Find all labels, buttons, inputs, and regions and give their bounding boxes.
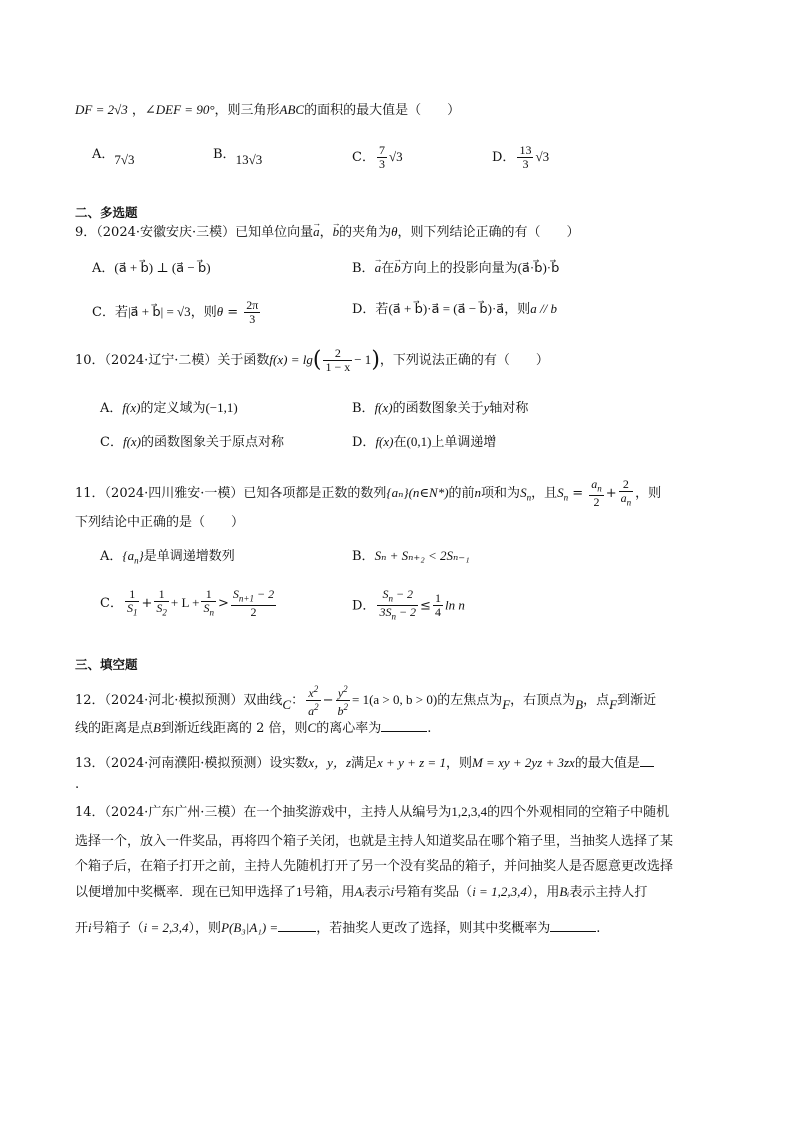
q9-option-b[interactable] <box>352 258 559 279</box>
q9-option-c-t: ，则 <box>190 305 217 320</box>
q10-option-d-label: D． <box>352 435 376 450</box>
frac-num: $a_n$ <box>589 478 604 496</box>
q8-text2: 的面积的最大值是（ ） <box>304 103 461 118</box>
frac-den: $S_1$ <box>126 601 138 618</box>
q8-option-a-label: A． <box>92 147 115 162</box>
q9-option-d-value: (a⃗ + b⃗)·a⃗ = (a⃗ − b⃗)·a⃗ <box>388 301 505 316</box>
q12-line2 <box>75 717 431 739</box>
vec-b: → b <box>333 222 340 242</box>
fx: f(x) <box>374 400 393 415</box>
q11-seq: {aₙ}(n∈N*) <box>386 485 449 501</box>
q10-func: f(x) = lg <box>269 352 313 367</box>
answer-blank[interactable] <box>381 717 427 732</box>
frac-den: $a^2$ <box>308 702 319 718</box>
q8-abc: ABC <box>279 102 305 117</box>
q13-vars: x，y，z <box>308 755 352 770</box>
f-var: F <box>609 697 618 712</box>
q9-option-a-value: (a⃗ + b⃗) ⊥ (a⃗ − b⃗) <box>114 260 211 275</box>
answer-blank-2[interactable] <box>550 917 596 932</box>
q14-l5-p: P(B₃|A₁) = <box>221 920 279 935</box>
q14-l5-b: 号箱子（ <box>91 921 144 936</box>
vec-a: → a <box>375 258 382 278</box>
frac-num: 1 <box>434 591 441 606</box>
frac-den: 2 <box>593 495 600 510</box>
q13-stem-a: 13．（2024·河南濮阳·模拟预测）设实数 <box>75 756 309 771</box>
q8-option-c[interactable] <box>352 144 403 171</box>
q10-stem <box>75 347 549 374</box>
frac-den: $3S_n - 2$ <box>379 605 417 622</box>
q11-stem-b: 的前 <box>448 486 475 502</box>
q11-option-d[interactable]: D． $\frac{S_n - 2}{3S_n - 2}$ ≤ $\frac{1}{4}$ ln n <box>352 587 465 622</box>
q11-stem-line2: 下列结论中正确的是（ ） <box>75 515 245 530</box>
q11-option-c-ellipsis: + L + <box>170 595 200 611</box>
q9-option-d-label: D．若 <box>352 302 389 317</box>
c-var: C <box>307 720 317 735</box>
frac-den: $S_2$ <box>156 601 167 618</box>
section-title-multi-choice: 二、多选题 <box>75 205 138 220</box>
q10-option-c-t: 的函数图象关于原点对称 <box>141 435 285 450</box>
frac-num: 7 <box>378 143 385 157</box>
q9-stem-a: 9．（2024·安徽安庆·三模）已知单位向量 <box>75 225 314 240</box>
paren-left: ( <box>312 347 322 373</box>
frac-num: $S_n - 2$ <box>377 588 418 606</box>
f-var: F <box>502 697 511 712</box>
q14-l4-d: 号箱有奖品（ <box>394 885 473 900</box>
sn: $S_n$ <box>520 485 532 503</box>
q13-stem-d: 的最大值是 <box>574 756 640 771</box>
frac-1-sn <box>201 588 216 619</box>
n-var: n <box>474 485 482 501</box>
q12-eq: = 1(a > 0, b > 0) <box>352 692 438 707</box>
q8-option-b-label: B． <box>213 147 236 162</box>
q10-option-d-t2: 上单调递增 <box>431 435 497 450</box>
q11-option-c-label: C． <box>100 596 123 612</box>
q13-eq2: M = xy + 2yz + 3zx <box>471 755 575 770</box>
q9-option-b-t1: 在 <box>381 261 395 276</box>
q10-option-b-t2: 轴对称 <box>489 401 529 416</box>
q11-stem-a: 11．（2024·四川雅安·一模）已知各项都是正数的数列 <box>75 486 387 502</box>
vec-b: → b <box>394 258 401 278</box>
q13-eq1: x + y + z = 1 <box>377 755 446 770</box>
q10-func-tail: − 1 <box>354 352 372 367</box>
q10-option-a[interactable] <box>100 398 238 419</box>
frac-den: 3 <box>378 157 385 171</box>
frac-num: $x^2$ <box>306 683 321 701</box>
theta: θ <box>391 224 398 239</box>
q14-line4 <box>75 882 647 903</box>
q12-stem-d: ，右顶点为 <box>510 693 576 708</box>
q11-option-a-label: A． <box>100 549 123 564</box>
q10-option-a-value: (−1,1) <box>205 400 238 415</box>
q14-l4-c: 表示 <box>364 885 391 900</box>
q11-stem-e: ，则 <box>635 486 662 502</box>
frac-den: $a_n$ <box>620 491 632 508</box>
q14-l5-range: i = 2,3,4 <box>143 920 189 935</box>
q11-option-b-value: Sₙ + Sₙ₊₂ < 2Sₙ₋₁ <box>374 548 470 563</box>
q14-l5-i: i <box>88 920 92 935</box>
q11-option-d-label: D． <box>352 598 376 614</box>
q9-option-a-label: A． <box>92 261 115 276</box>
q9-stem-b: ， <box>319 225 333 240</box>
answer-blank-1[interactable] <box>278 917 316 932</box>
q12-stem-c: 的左焦点为 <box>437 693 503 708</box>
sn: $S_n$ <box>557 485 569 503</box>
section-title-fill-blank: 三、填空题 <box>75 657 138 672</box>
frac-num: 2π <box>246 298 259 312</box>
q13-stem-b: 满足 <box>351 756 378 771</box>
c-var: C <box>282 697 292 712</box>
q9-option-d[interactable] <box>352 299 557 320</box>
q14-line1 <box>75 802 669 823</box>
frac-sn1 <box>231 588 276 619</box>
q8-df: DF = 2√3 <box>75 102 128 117</box>
frac-den: $S_n$ <box>203 601 214 618</box>
frac-den: 1 − x <box>325 360 351 374</box>
q9-stem-d: ，则下列结论正确的有（ ） <box>397 225 580 240</box>
q14-l4-b: 号箱，用 <box>302 885 355 900</box>
b-var: B <box>575 697 584 712</box>
frac-num: $S_{n+1} - 2$ <box>231 588 276 606</box>
q12-line2-c: 的离心率为 <box>316 721 382 736</box>
q8-stem: DF = 2√3 ，∠DEF = 90°，则三角形ABC的面积的最大值是（ ） <box>75 102 461 118</box>
frac-sn-ratio <box>377 588 418 624</box>
q9-option-b-t2: 方向上的投影向量为 <box>400 261 518 276</box>
q14-l1-nums: 1,2,3,4 <box>451 804 488 819</box>
frac-1-s2 <box>154 588 169 619</box>
q14-l4-one: 1 <box>296 884 303 899</box>
q14-l4-bi: Bᵢ <box>559 884 570 899</box>
q11-stem-d: ，且 <box>531 486 558 502</box>
q14-l5-c: ），则 <box>188 921 222 936</box>
q8-option-c-label: C． <box>352 150 375 165</box>
q10-frac <box>323 347 352 374</box>
q14-l4-e: ），用 <box>526 885 560 900</box>
frac-x2a2 <box>306 683 321 718</box>
q13-line2: . <box>75 777 80 792</box>
frac-quarter <box>433 592 443 619</box>
q9-option-c-frac <box>244 299 260 326</box>
q8-angle: ∠DEF = 90° <box>144 102 215 117</box>
q11-stem: 11．（2024·四川雅安·一模）已知各项都是正数的数列{aₙ}(n∈N*)的前n项和为$S_n$，且$S_n$ = $\frac{a_n}{2}$ + $\frac{2}{a_n}$ ，则 <box>75 477 662 510</box>
q14-l4-f: 表示主持人打 <box>569 885 648 900</box>
q9-option-c-value: |a⃗ + b⃗| = √3 <box>127 304 191 319</box>
q8-option-a-value: 7√3 <box>114 152 135 167</box>
q11-option-a-t: 是单调递增数列 <box>143 549 235 564</box>
q9-option-d-result: a // b <box>530 301 558 316</box>
frac-1-s1 <box>125 588 140 619</box>
q14-l1-b: 的四个外观相同的空箱子中随机 <box>487 805 670 820</box>
q8-option-a[interactable] <box>92 144 135 165</box>
q8-option-d-frac <box>517 144 533 171</box>
q10-stem-a: 10．（2024·辽宁·二模）关于函数 <box>75 353 270 368</box>
q11-stem-c: 项和为 <box>481 486 521 502</box>
b-var: B <box>153 720 161 735</box>
fx: f(x) <box>122 434 141 449</box>
q9-option-c[interactable]: C．若|a⃗ + b⃗| = √3，则θ = $\frac{2\pi}{3}$ <box>92 298 259 326</box>
q13-stem-c: ，则 <box>445 756 472 771</box>
q14-l5-d: ，若抽奖人更改了选择，则其中奖概率为 <box>316 921 551 936</box>
q8-option-d-label: D． <box>492 150 516 165</box>
q9-option-b-label: B． <box>352 261 375 276</box>
q11-option-b-label: B． <box>352 549 375 564</box>
q11-option-d-value: ln n <box>444 597 465 613</box>
q14-l4-ai: Aᵢ <box>354 884 365 899</box>
frac-num: $y^2$ <box>336 683 351 701</box>
q10-option-c[interactable] <box>100 432 284 453</box>
frac-num: 1 <box>154 588 169 602</box>
q8-option-c-frac <box>377 144 387 171</box>
q9-option-a[interactable] <box>92 258 211 279</box>
fx: f(x) <box>375 434 394 449</box>
q8-text: ，则三角形 <box>214 103 280 118</box>
q14-l4-i: i <box>390 884 395 899</box>
q12-stem-b: ： <box>291 693 305 708</box>
vec-a: → a <box>313 222 320 242</box>
q12-line2-d: . <box>427 721 432 736</box>
q10-option-d[interactable] <box>352 432 496 453</box>
q10-option-a-label: A． <box>100 401 123 416</box>
q9-stem <box>75 222 580 243</box>
q10-option-d-value: (0,1) <box>406 434 432 449</box>
q9-stem-c: 的夹角为 <box>339 225 392 240</box>
q11-option-c[interactable]: C． $\frac{1}{S_1}$ + $\frac{1}{S_2}$ + L + $\frac{1}{S_n}$ > $\frac{S_{n+1} - 2}{2}$ <box>100 587 275 620</box>
q13-stem <box>75 752 654 774</box>
q14-line5 <box>75 917 600 939</box>
q9-option-d-t: ，则 <box>504 302 531 317</box>
q10-option-b-t: 的函数图象关于 <box>392 401 484 416</box>
frac-den: $b^2$ <box>337 702 348 718</box>
q14-l5-a: 开 <box>75 921 89 936</box>
q10-option-a-t: 的定义域为 <box>140 401 206 416</box>
frac-den: 2 <box>250 605 257 620</box>
frac-num: 1 <box>125 588 140 602</box>
q8-option-b-value: 13√3 <box>235 152 263 167</box>
q11-frac-1 <box>589 478 604 509</box>
frac-num: 13 <box>519 143 532 157</box>
q8-option-d-rest: √3 <box>535 149 550 164</box>
paren-right: ) <box>371 347 380 373</box>
q12-stem-a: 12．（2024·河北·模拟预测）双曲线 <box>75 693 283 708</box>
seq-an: $\{a_n\}$ <box>122 548 144 566</box>
q10-option-b[interactable] <box>352 398 528 419</box>
q8-option-b[interactable] <box>213 144 262 165</box>
q14-l1-a: 14．（2024·广东广州·三模）在一个抽奖游戏中，主持人从编号为 <box>75 805 452 820</box>
fx: f(x) <box>122 400 141 415</box>
q10-option-b-label: B． <box>352 401 375 416</box>
q9-option-c-label: C．若 <box>92 305 128 320</box>
q11-frac-2 <box>619 478 634 509</box>
q8-option-c-rest: √3 <box>388 149 403 164</box>
q14-l5-e: . <box>596 921 601 936</box>
q14-l4-range: i = 1,2,3,4 <box>472 884 527 899</box>
q12-line2-b: 到渐近线距离的 2 倍，则 <box>160 721 308 736</box>
theta: θ <box>216 304 224 319</box>
q14-l4-a: 以便增加中奖概率．现在已知甲选择了 <box>75 885 297 900</box>
q10-option-c-label: C． <box>100 435 123 450</box>
q12-line2-a: 线的距离是点 <box>75 721 154 736</box>
q14-line3: 个箱子后，在箱子打开之前，主持人先随机打开了另一个没有奖品的箱子，并问抽奖人是否愿意更改选择 <box>75 859 674 874</box>
q12-stem-f: 到渐近 <box>617 693 657 708</box>
q11-option-a[interactable] <box>100 546 235 571</box>
q8-option-d[interactable] <box>492 144 549 171</box>
frac-num: 1 <box>201 588 216 602</box>
q14-line2: 选择一个，放入一件奖品，再将四个箱子关闭，也就是主持人知道奖品在哪个箱子里，当抽奖人选择了某 <box>75 834 674 849</box>
frac-den: 3 <box>249 312 256 326</box>
answer-blank[interactable] <box>640 752 654 767</box>
q12-stem-e: ，点 <box>583 693 610 708</box>
q12-stem: 12．（2024·河北·模拟预测）双曲线C： $\frac{x^2}{a^2}$ − $\frac{y^2}{b^2}$ = 1(a > 0, b > 0)的左焦点为F，右顶点为B，点F到渐近 <box>75 684 657 718</box>
frac-den: 3 <box>522 157 529 171</box>
frac-num: 2 <box>619 478 634 492</box>
q10-option-d-t: 在 <box>393 435 407 450</box>
frac-den: 4 <box>434 605 441 620</box>
q11-option-b[interactable] <box>352 546 470 567</box>
y-var: y <box>483 400 490 415</box>
frac-num: 2 <box>323 347 352 361</box>
q10-stem-b: ，下列说法正确的有（ ） <box>379 353 549 368</box>
q9-option-b-value: (a⃗·b⃗)·b⃗ <box>517 260 560 275</box>
frac-y2b2 <box>336 683 351 718</box>
